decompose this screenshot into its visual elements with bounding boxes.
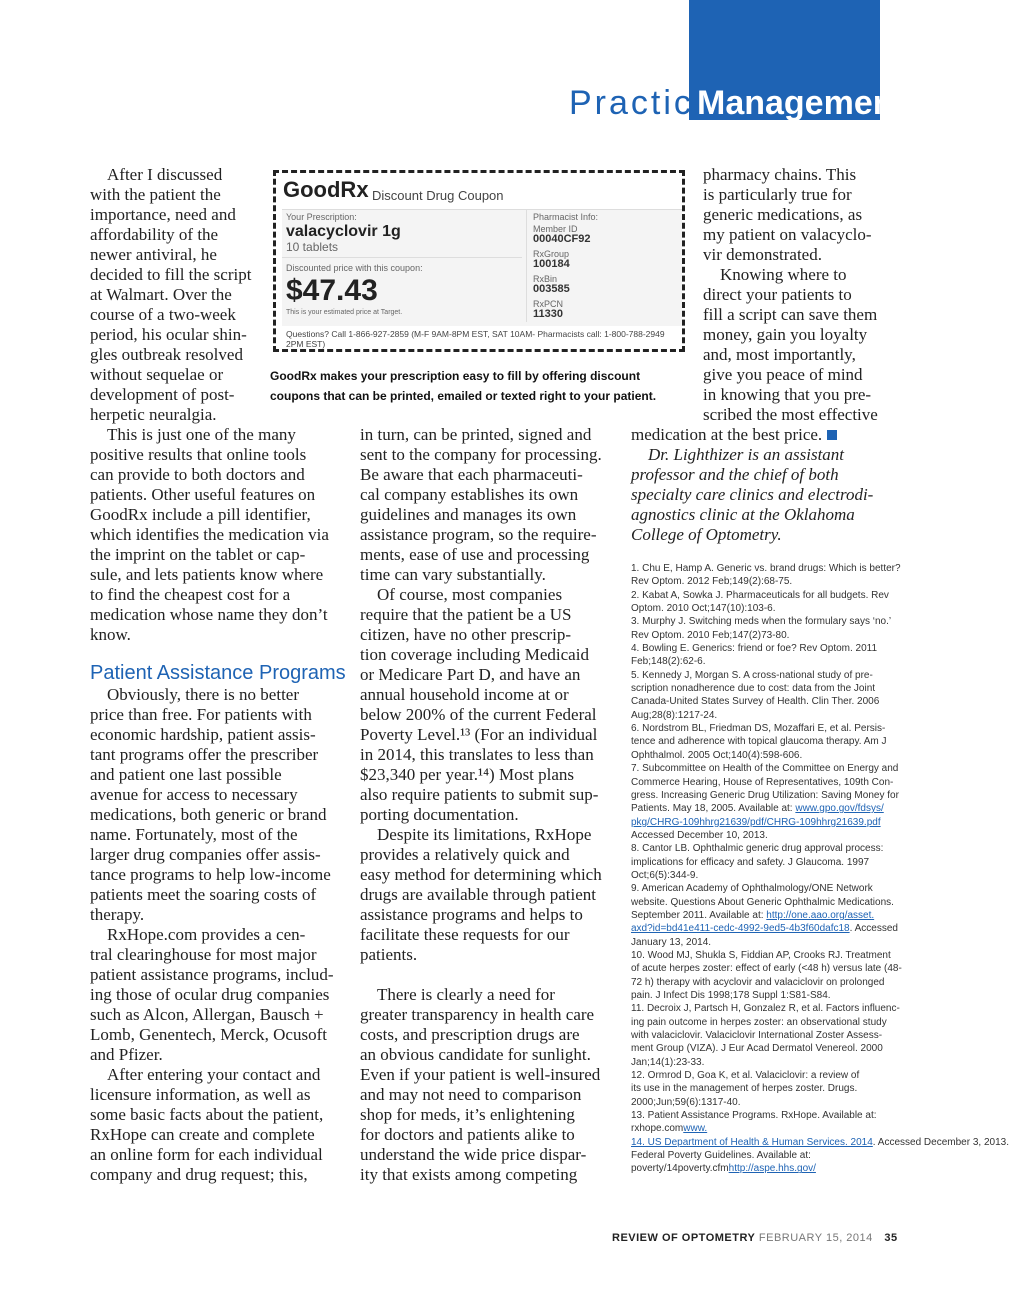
section-title-practice: Practice <box>569 84 716 122</box>
text-line: development of post- <box>90 385 235 404</box>
text-line: Despite its limitations, RxHope <box>377 825 592 844</box>
reference-link[interactable]: www.gpo.gov/fdsys/ <box>795 803 884 815</box>
references <box>631 562 1009 1176</box>
text-line: tral clearinghouse for most major <box>90 945 317 964</box>
rxpcn-value: 11330 <box>533 308 563 320</box>
text-line: time can vary substantially. <box>360 565 546 584</box>
text-line: tant programs offer the prescriber <box>90 745 319 764</box>
text-line: patients. Other useful features on <box>90 485 316 504</box>
reference-line: 72 h) therapy with acyclovir and valaciclovir on prolonged <box>631 976 885 988</box>
col1-paragraph-2 <box>90 425 329 645</box>
text-line: at Walmart. Over the <box>90 285 232 304</box>
coupon-questions: Questions? Call 1-866-927-2859 (M-F 9AM-8PM EST, SAT 10AM- Pharmacists call: 1-800-788-2949 2PM EST) <box>286 329 665 349</box>
text-line: direct your patients to <box>703 285 852 304</box>
author-bio <box>631 445 873 545</box>
text-line: ments, ease of use and processing <box>360 545 590 564</box>
member-id-label: Member ID <box>533 224 578 234</box>
reference-line: ing pain outcome in herpes zoster: an observational study <box>631 1016 887 1028</box>
text-line: newer antiviral, he <box>90 245 217 264</box>
text-line: greater transparency in health care <box>360 1005 595 1024</box>
text-line: decided to fill the script <box>90 265 252 284</box>
reference-line: with valaciclovir. Valaciclovir International Zoster Assess- <box>631 1030 883 1042</box>
reference-line: 10. Wood MJ, Shukla S, Fiddian AP, Crooks RJ. Treatment <box>631 949 891 961</box>
text-line: costs, and prescription drugs are <box>360 1025 580 1044</box>
rxpcn-label: RxPCN <box>533 299 564 309</box>
text-line: to find the cheapest cost for a <box>90 585 291 604</box>
text-line: professor and the chief of both <box>631 465 839 484</box>
reference-line: 9. American Academy of Ophthalmology/ONE Network <box>631 883 873 895</box>
text-line: for doctors and patients alike to <box>360 1125 575 1144</box>
text-line: therapy. <box>90 905 145 924</box>
text-line: ing those of ocular drug companies <box>90 985 330 1004</box>
text-line: annual household income at or <box>360 685 569 704</box>
col2-paragraph-4 <box>360 985 600 1185</box>
text-line: assistance program, so the require- <box>360 525 597 544</box>
text-line: pharmacy chains. This <box>703 165 857 184</box>
col3-paragraph-2 <box>703 265 878 425</box>
text-line: and Pfizer. <box>90 1045 163 1064</box>
text-line: tion coverage including Medicaid <box>360 645 589 664</box>
reference-line: implications for efficacy and safety. J Glaucoma. 1997 <box>631 856 870 868</box>
reference-line: 14. US Department of Health & Human Services. 2014. Accessed December 3, 2013. <box>631 1136 1009 1148</box>
text-line: ity that exists among competing <box>360 1165 578 1184</box>
reference-line <box>631 816 883 829</box>
text-line: College of Optometry. <box>631 525 782 544</box>
reference-line: 1. Chu E, Hamp A. Generic vs. brand drugs: Which is better? <box>631 563 901 574</box>
text-line: with the patient the <box>90 185 221 204</box>
price-note: This is your estimated price at Target. <box>286 309 403 316</box>
text-line: in turn, can be printed, signed and <box>360 425 592 444</box>
text-line: fill a script can save them <box>703 305 878 324</box>
text-line: This is just one of the many <box>107 425 296 444</box>
reference-line: September 2011. Available at: http://one.aao.org/asset. <box>631 909 875 921</box>
reference-line: Federal Poverty Guidelines. Available at: <box>631 1150 811 1162</box>
divider <box>282 257 522 258</box>
text-line: generic medications, as <box>703 205 863 224</box>
reference-line: rxhope.comwww. <box>631 1123 708 1135</box>
text-line: medications, both generic or brand <box>90 805 327 824</box>
text-line: period, his ocular shin- <box>90 325 247 344</box>
pharmacist-info-label: Pharmacist Info: <box>533 212 599 222</box>
text-line: or Medicare Part D, and have an <box>360 665 581 684</box>
reference-link[interactable]: axd?id=bd41e411-cedc-4992-9ed5-4b3f60dafc18 <box>631 923 850 935</box>
reference-line: 11. Decroix J, Partsch H, Gonzalez R, et al. Factors influenc- <box>631 1003 900 1015</box>
text-line: an obvious candidate for sunlight. <box>360 1045 591 1064</box>
text-line: course of a two-week <box>90 305 236 324</box>
text-line: agnostics clinic at the Oklahoma <box>631 505 855 524</box>
reference-line: scription nonadherence due to cost: data from the Joint <box>631 683 876 695</box>
text-line: require that the patient be a US <box>360 605 572 624</box>
text-line: avenue for access to necessary <box>90 785 298 804</box>
text-line: After I discussed <box>107 165 223 184</box>
drug-name: valacyclovir 1g <box>286 223 401 240</box>
rxgroup-label: RxGroup <box>533 249 570 259</box>
text-line: some basic facts about the patient, <box>90 1105 324 1124</box>
your-prescription-label: Your Prescription: <box>286 212 357 222</box>
text-line: facilitate these requests for our <box>360 925 570 944</box>
discount-label: Discounted price with this coupon: <box>286 263 423 273</box>
member-id-value: 00040CF92 <box>533 233 591 245</box>
reference-line: Rev Optom. 2012 Feb;149(2):68-75. <box>631 576 793 588</box>
text-line: specialty care clinics and electrodi- <box>631 485 874 504</box>
reference-line: Commerce Hearing, House of Representatives, 109th Con- <box>631 776 894 788</box>
text-line: shop for meds, it’s enlightening <box>360 1105 575 1124</box>
text-line: sule, and lets patients know where <box>90 565 324 584</box>
text-line: my patient on valacyclo- <box>703 225 872 244</box>
text-line: There is clearly a need for <box>377 985 555 1004</box>
reference-line: 13. Patient Assistance Programs. RxHope. Available at: <box>631 1110 877 1122</box>
rxbin-value: 003585 <box>533 283 570 295</box>
col1-paragraph-3 <box>90 685 331 925</box>
text-line: such as Alcon, Allergan, Bausch + <box>90 1005 324 1024</box>
text-line: RxHope.com provides a cen- <box>107 925 306 944</box>
drug-quantity: 10 tablets <box>286 240 339 254</box>
journal-name: REVIEW OF OPTOMETRY <box>612 1232 756 1244</box>
col1-paragraph-1 <box>90 165 251 425</box>
reference-link[interactable]: pkg/CHRG-109hhrg21639/pdf/CHRG-109hhrg21639.pdf <box>631 816 881 828</box>
text-line: and, most importantly, <box>703 345 856 364</box>
col1-paragraph-4 <box>90 925 334 1065</box>
reference-line: of acute herpes zoster: effect of early (<48 h) versus late (48- <box>631 963 902 975</box>
text-line: price than free. For patients with <box>90 705 312 724</box>
text-line: name. Fortunately, most of the <box>90 825 298 844</box>
reference-line: Aug;28(8):1217-24. <box>631 709 718 721</box>
text-line: without sequelae or <box>90 365 224 384</box>
text-line: understand the wide price dispar- <box>360 1145 587 1164</box>
reference-link[interactable]: http://aspe.hhs.gov/ <box>728 1163 816 1175</box>
text-line: Knowing where to <box>720 265 847 284</box>
text-line: Poverty Level.¹³ (For an individual <box>360 725 598 744</box>
issue-date: FEBRUARY 15, 2014 <box>758 1232 873 1244</box>
goodrx-coupon <box>273 170 685 352</box>
text-line: sent to the company for processing. <box>360 445 602 464</box>
coupon-body <box>282 209 682 326</box>
reference-line: 6. Nordstrom BL, Friedman DS, Mozaffari E, et al. Persis- <box>631 723 886 735</box>
col2-paragraph-1 <box>360 425 602 585</box>
text-line: vir demonstrated. <box>703 245 822 264</box>
reference-line: axd?id=bd41e411-cedc-4992-9ed5-4b3f60dafc18. Accessed <box>631 923 898 935</box>
reference-line: its use in the management of herpes zoster. Drugs. <box>631 1083 858 1095</box>
text-line: positive results that online tools <box>90 445 307 464</box>
text-line: which identifies the medication via <box>90 525 329 544</box>
reference-line: 12. Ormrod D, Goa K, et al. Valaciclovir: a review of <box>631 1070 860 1082</box>
coupon-tagline: Discount Drug Coupon <box>372 188 504 203</box>
text-line: citizen, have no other prescrip- <box>360 625 571 644</box>
text-line: an online form for each individual <box>90 1145 323 1164</box>
text-line: herpetic neuralgia. <box>90 405 217 424</box>
reference-line: Optom. 2010 Oct;147(10):103-6. <box>631 603 776 615</box>
reference-link[interactable]: 14. US Department of Health & Human Services. 2014 <box>631 1136 873 1148</box>
reference-line: poverty/14poverty.cfmhttp://aspe.hhs.gov/ <box>631 1163 816 1175</box>
text-line: importance, need and <box>90 205 236 224</box>
text-line: scribed the most effective <box>703 405 878 424</box>
reference-link[interactable]: http://one.aao.org/asset. <box>766 909 875 921</box>
text-line: easy method for determining which <box>360 865 602 884</box>
rxgroup-value: 100184 <box>533 258 570 270</box>
reference-line: Accessed December 10, 2013. <box>631 829 768 841</box>
text-line: larger drug companies offer assis- <box>90 845 321 864</box>
text-line: patients. <box>360 945 418 964</box>
reference-line: ment Group (VIZA). J Eur Acad Dermatol Venereol. 2000 <box>631 1043 883 1055</box>
reference-line: Canada-United States Survey of Health. Clin Ther. 2006 <box>631 696 880 708</box>
text-line: affordability of the <box>90 225 219 244</box>
text-line: and may not need to comparison <box>360 1085 582 1104</box>
col2-paragraph-2 <box>360 585 598 825</box>
pharmacist-info <box>526 210 683 322</box>
reference-link[interactable]: www. <box>683 1123 708 1135</box>
reference-line: website. Questions About Generic Ophthalmic Medications. <box>631 896 894 908</box>
text-line: the imprint on the tablet or cap- <box>90 545 306 564</box>
text-line: After entering your contact and <box>107 1065 321 1084</box>
text-line: drugs are available through patient <box>360 885 597 904</box>
text-line: licensure information, as well as <box>90 1085 311 1104</box>
page-footer <box>612 1232 898 1244</box>
text-line: and patient one last possible <box>90 765 282 784</box>
reference-line: 8. Cantor LB. Ophthalmic generic drug approval process: <box>631 843 884 855</box>
text-line: patients meet the soaring costs of <box>90 885 317 904</box>
text-line: also require patients to submit sup- <box>360 785 599 804</box>
col1-paragraph-5 <box>90 1065 323 1185</box>
reference-line: 5. Kennedy J, Morgan S. A cross-national study of pre- <box>631 669 873 681</box>
reference-line: 2000;Jun;59(6):1317-40. <box>631 1096 741 1108</box>
col2-paragraph-3 <box>360 825 602 965</box>
subhead-patient-assistance: Patient Assistance Programs <box>90 662 346 684</box>
text-line: GoodRx include a pill identifier, <box>90 505 311 524</box>
text-line: gles outbreak resolved <box>90 345 243 364</box>
reference-line: 7. Subcommittee on Health of the Committee on Energy and <box>631 763 899 775</box>
reference-line: Feb;148(2):62-6. <box>631 656 706 668</box>
text-line: know. <box>90 625 131 644</box>
reference-line: Patients. May 18, 2005. Available at: www.gpo.gov/fdsys/ <box>631 803 884 815</box>
text-line: in 2014, this translates to less than <box>360 745 594 764</box>
reference-line: 3. Murphy J. Switching meds when the formulary says ‘no.’ <box>631 616 892 628</box>
reference-line: pain. J Infect Dis 1998;178 Suppl 1:S81-S84. <box>631 990 831 1001</box>
coupon-price: $47.43 <box>286 274 378 307</box>
text-line: guidelines and manages its own <box>360 505 577 524</box>
text-line: can provide to both doctors and <box>90 465 305 484</box>
text-line: Of course, most companies <box>377 585 563 604</box>
text-line: $23,340 per year.¹⁴) Most plans <box>360 765 575 784</box>
text-line: in knowing that you pre- <box>703 385 872 404</box>
text-line: company and drug request; this, <box>90 1165 308 1184</box>
text-line: assistance programs and helps to <box>360 905 583 924</box>
rxbin-label: RxBin <box>533 274 558 284</box>
text-line: Be aware that each pharmaceuti- <box>360 465 583 484</box>
col3-ending: medication at the best price. <box>631 425 837 445</box>
reference-line: 2. Kabat A, Sowka J. Pharmaceuticals for all budgets. Rev <box>631 589 889 601</box>
text-line: give you peace of mind <box>703 365 863 384</box>
text-line: below 200% of the current Federal <box>360 705 597 724</box>
text-line: patient assistance programs, includ- <box>90 965 334 984</box>
text-line: provides a relatively quick and <box>360 845 570 864</box>
figure-caption: GoodRx makes your prescription easy to fill by offering discount coupons that can be printed, emailed or texted right to your patient. <box>270 369 657 403</box>
text-line: porting documentation. <box>360 805 519 824</box>
goodrx-logo: GoodRx <box>283 177 369 202</box>
col3-paragraph-1 <box>703 165 872 265</box>
page-number: 35 <box>884 1232 898 1244</box>
text-line: money, gain you loyalty <box>703 325 868 344</box>
text-line: medication whose name they don’t <box>90 605 328 624</box>
text-line: Dr. Lighthizer is an assistant <box>648 445 845 464</box>
reference-line: tence and adherence with topical glaucoma therapy. Am J <box>631 736 887 748</box>
text-line: economic hardship, patient assis- <box>90 725 316 744</box>
reference-line: Rev Optom. 2010 Feb;147(2)73-80. <box>631 629 790 641</box>
section-title-management: Management <box>697 84 905 122</box>
text-line: Obviously, there is no better <box>107 685 299 704</box>
text-line: cal company establishes its own <box>360 485 579 504</box>
reference-line: 4. Bowling E. Generics: friend or foe? Rev Optom. 2011 <box>631 643 878 655</box>
text-line: Lomb, Genentech, Merck, Ocusoft <box>90 1025 327 1044</box>
reference-line: January 13, 2014. <box>631 936 712 948</box>
text-line: is particularly true for <box>703 185 852 204</box>
reference-line: Ophthalmol. 2005 Oct;140(4):598-606. <box>631 749 803 761</box>
reference-line: Jan;14(1):23-33. <box>631 1056 705 1068</box>
reference-line: gress. Increasing Generic Drug Utilization: Saving Money for <box>631 789 899 801</box>
text-line: RxHope can create and complete <box>90 1125 315 1144</box>
text-line: Even if your patient is well-insured <box>360 1065 601 1084</box>
text-line: tance programs to help low-income <box>90 865 331 884</box>
end-mark-icon <box>827 430 837 440</box>
reference-line: Oct;6(5):344-9. <box>631 869 699 881</box>
